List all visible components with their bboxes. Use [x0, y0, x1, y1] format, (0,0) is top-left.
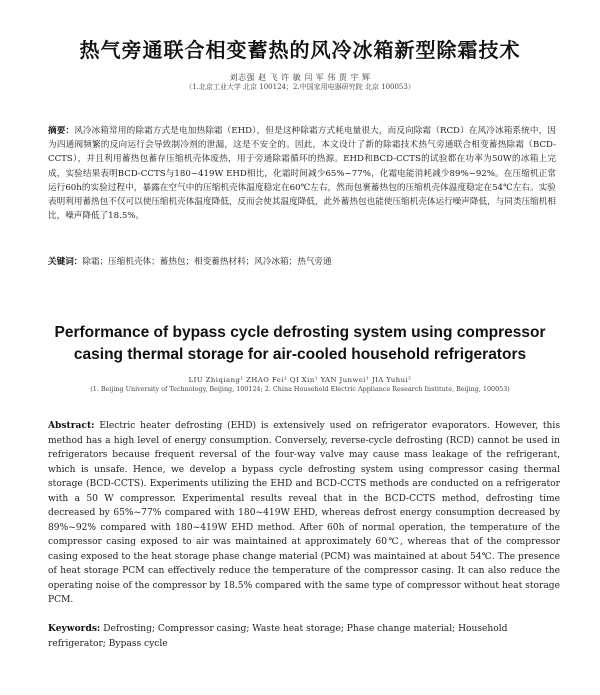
chinese-keywords	[48, 255, 556, 269]
english-authors: LIU Zhiqiang¹ ZHAO Fei¹ QI Xin¹ YAN Junwei¹ JIA Yuhui²	[188, 376, 412, 384]
chinese-title: 热气旁通联合相变蓄热的风冷冰箱新型除霜技术	[79, 38, 521, 62]
chinese-abstract-label: 摘要：	[48, 126, 75, 136]
chinese-keywords-text: 除霜；压缩机壳体；蓄热包；相变蓄热材料；风冷冰箱；热气旁通	[82, 257, 332, 267]
chinese-abstract-text: 风冷冰箱常用的除霜方式是电加热除霜（EHD），但是这种除霜方式耗电量很大，而反向除霜（RCD）在风冷冰箱系统中，因为四通阀频繁的反向运行会导致制冷剂的泄漏，这是不安全的。因此，本文设计了新的除霜技术热气旁通联合相变蓄热除霜（BCD-CCTS），并且利用蓄热包蓄存压缩机壳体废热，用于旁通除霜循环的热源。EHD和BCD-CCTS的试验都在功率为50W的冰箱上完成，实验结果表明BCD-CCTS与180~419W EHD相比，化霜时间减少65%~77%，化霜电能消耗减少89%~92%。在压缩机正常运行60h的实验过程中，暴露在空气中的压缩机壳体温度稳定在60℃左右，然而包裹蓄热包的压缩机壳体温度稳定在54℃左右。实验表明利用蓄热包不仅可以使压缩机壳体温度降低，反而会使其温度降低，此外蓄热包也能使压缩机壳体运行噪声降低，与同类压缩机相比，噪声降低了18.5%。	[48, 126, 556, 222]
english-abstract-text: Electric heater defrosting (EHD) is extensively used on refrigerator evaporators. However, this method has a high level of energy consumption. Conversely, reverse-cycle defrosting (RCD) cannot be used in refrigerators because frequent reversal of the four-way valve may cause mass leakage of the refrigerant, which is unsafe. Hence, we develop a bypass cycle defrosting system using compressor casing thermal storage (BCD-CCTS). Experiments utilizing the EHD and BCD-CCTS methods are conducted on a refrigerator with a 50 W compressor. Experimental results reveal that in the BCD-CCTS method, defrosting time decreased by 65%~77% compared with 180~419W EHD, whereas defrost energy consumption decreased by 89%~92% compared with 180~419W EHD method. After 60h of normal operation, the temperature of the compressor casing exposed to air was maintained at approximately 60℃, whereas that of the compressor casing exposed to the heat storage phase change material (PCM) was maintained at about 54℃. The presence of heat storage PCM can effectively reduce the temperature of the compressor casing. It can also reduce the operating noise of the compressor by 18.5% compared with the same type of compressor without heat storage PCM.	[48, 421, 560, 605]
english-title: Performance of bypass cycle defrosting system using compressor casing thermal storage for air-cooled household refrigerators	[54, 324, 546, 363]
chinese-authors: 刘志强 赵 飞 许 敏 闫 军 伟 贾 宇 辉	[229, 73, 371, 82]
chinese-affiliation: （1.北京工业大学 北京 100124；2.中国家用电器研究院 北京 100053）	[185, 83, 415, 91]
english-keywords	[48, 622, 560, 651]
english-keywords-label: Keywords:	[48, 623, 101, 634]
chinese-abstract	[48, 124, 556, 223]
chinese-keywords-label: 关键词：	[48, 257, 83, 267]
english-abstract-label: Abstract:	[48, 420, 95, 431]
english-keywords-text: Defrosting; Compressor casing; Waste heat storage; Phase change material; Household refrigerator; Bypass cycle	[48, 624, 508, 649]
english-abstract	[48, 419, 560, 608]
english-affiliation: (1. Beijing University of Technology, Beijing, 100124; 2. China Household Electric Appliance Research Institute, Beijing, 100053)	[90, 385, 510, 393]
